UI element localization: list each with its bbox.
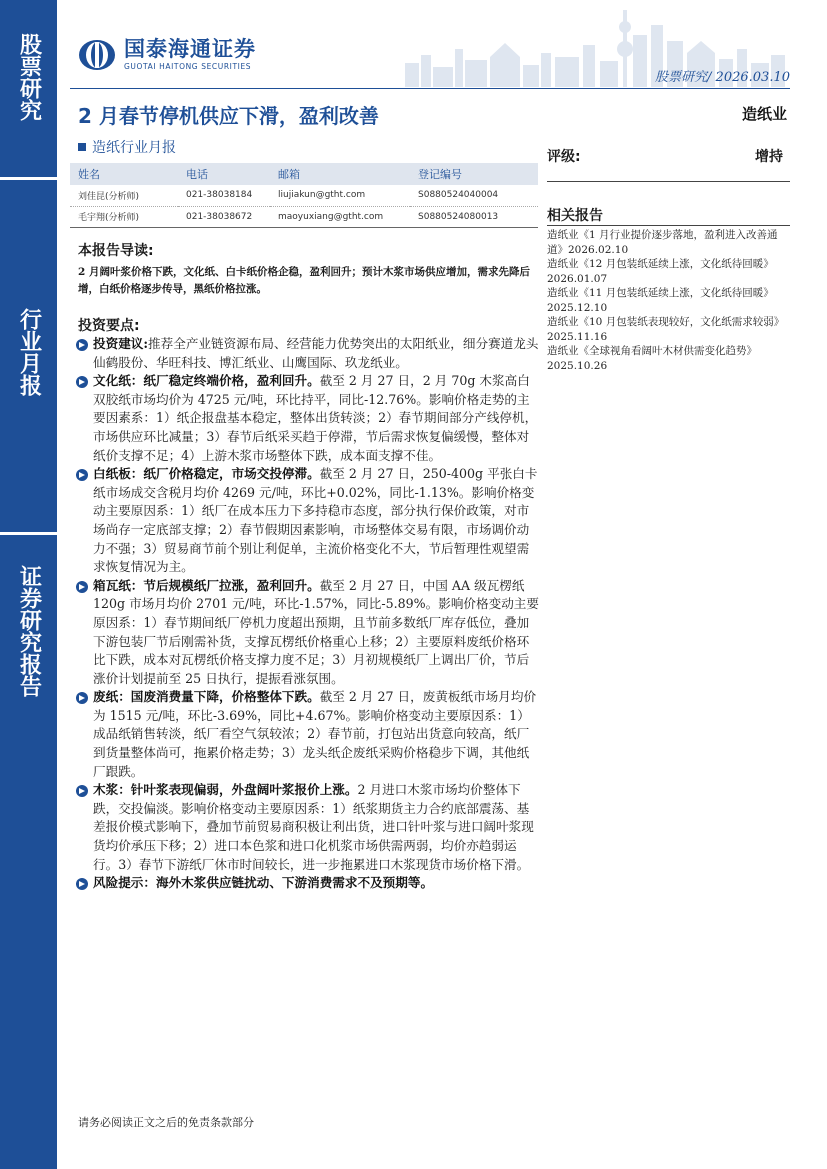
investment-point xyxy=(75,335,540,372)
play-bullet-icon xyxy=(76,469,88,481)
logo-text-en: GUOTAI HAITONG SECURITIES xyxy=(124,62,252,71)
analyst-reg-no: S0880524040004 xyxy=(410,185,538,206)
point-head: 废纸：国废消费量下降，价格整体下跌。 xyxy=(93,689,320,705)
report-title: 2 月春节停机供应下滑，盈利改善 xyxy=(78,104,379,128)
point-body: 截至 2 月 27 日，2 月 70g 木浆高白双胶纸市场均价为 4725 元/吨，环比持平，同比-12.76%。影响价格走势的主要因素系：1）纸企报盘基本稳定，整体出货转淡；2）春节期间部分产线停机，市场供应环比减量；3）春节后纸采买趋于停滞，节后需求恢复偏缓慢，整体对纸价支撑不足；4）上游木浆市场整体下跌，成本面支撑不佳。 xyxy=(93,373,538,463)
related-report-link[interactable]: 造纸业《全球视角看阔叶木材供需变化趋势》2025.10.26 xyxy=(547,345,757,372)
related-report-link[interactable]: 造纸业《1 月行业提价逐步落地，盈利进入改善通道》2026.02.10 xyxy=(547,229,778,256)
sidebar-label: 证券研究报告 xyxy=(16,565,42,697)
header-divider xyxy=(70,88,790,89)
play-bullet-icon xyxy=(76,581,88,593)
analyst-name: 刘佳昆(分析师) xyxy=(70,185,178,206)
point-head: 箱瓦纸：节后规模纸厂拉涨，盈利回升。 xyxy=(93,577,320,593)
investment-point xyxy=(75,577,540,689)
point-body: 截至 2 月 27 日，250-400g 平张白卡纸市场成交含税月均价 4269 元/吨，环比+0.02%，同比-1.13%。影响价格变动主要原因系：1）纸厂在成本压力下多持稳市态度，部分执行保价政策，对市场尚存一定底部支撑；2）春节假期因素影响，市场整体交易有限，市场调价动力不强；3）贸易商节前个别让利促单，主流价格变化不大，节后暂理性观望需求恢复情况为主。 xyxy=(93,466,538,575)
table-row xyxy=(70,185,538,206)
header-phone: 电话 xyxy=(178,163,270,185)
logo-text-cn: 国泰海通证券 xyxy=(124,37,256,61)
play-bullet-icon xyxy=(76,692,88,704)
investment-point xyxy=(75,781,540,874)
square-bullet-icon xyxy=(78,143,86,151)
sidebar-label: 股票研究 xyxy=(16,33,42,121)
summary-text: 2 月阔叶浆价格下跌，文化纸、白卡纸价格企稳，盈利回升；预计木浆市场供应增加，需求先降后增，白纸价格逐步传导，黑纸价格拉涨。 xyxy=(78,266,530,295)
subtitle-text: 造纸行业月报 xyxy=(92,140,176,156)
investment-point xyxy=(75,688,540,781)
company-logo xyxy=(78,38,256,71)
point-body: 截至 2 月 27 日，中国 AA 级瓦楞纸 120g 市场月均价 2701 元/吨，环比-1.57%，同比-5.89%。影响价格变动主要原因系：1）春节期间纸厂停机力度超出预期，且节前多数纸厂库存低位，叠加下游包装厂节后刚需补货，支撑瓦楞纸价格重心上移；2）主要原料废纸价格环比下跌，成本对瓦楞纸价格支撑力度不足；3）月初规模纸厂上调出厂价，节后涨价计划提前至 25 日执行，提振看涨氛围。 xyxy=(93,577,539,686)
related-reports-title: 相关报告 xyxy=(547,208,603,224)
rating-divider xyxy=(547,181,790,182)
header-email: 邮箱 xyxy=(270,163,410,185)
analyst-email[interactable]: liujiakun@gtht.com xyxy=(270,185,410,206)
disclaimer-footer: 请务必阅读正文之后的免责条款部分 xyxy=(78,1116,254,1129)
header-reg-no: 登记编号 xyxy=(410,163,538,185)
analyst-name: 毛宇翔(分析师) xyxy=(70,206,178,227)
point-body: 2 月进口木浆市场均价整体下跌，交投偏淡。影响价格变动主要原因系：1）纸浆期货主力合约底部震荡、基差报价模式影响下，叠加节前贸易商积极让利出货，进口针叶浆与进口阔叶浆现货均价承压下移；2）进口本色浆和进口化机浆市场供需两弱，均价亦趋弱运行。3）春节下游纸厂休市时间较长，进一步拖累进口木浆现货市场价格下滑。 xyxy=(93,782,534,872)
sidebar-section-stock-research xyxy=(0,0,57,177)
related-report-link[interactable]: 造纸业《10 月包装纸表现较好，文化纸需求较弱》2025.11.16 xyxy=(547,316,785,343)
play-bullet-icon xyxy=(76,785,88,797)
investment-point xyxy=(75,465,540,577)
summary-title: 本报告导读: xyxy=(78,243,154,259)
related-divider xyxy=(547,225,790,226)
report-subtitle xyxy=(78,137,176,157)
point-body: 推荐全产业链资源布局、经营能力优势突出的太阳纸业，细分赛道龙头仙鹤股份、华旺科技、博汇纸业、山鹰国际、玖龙纸业。 xyxy=(93,336,539,370)
point-head: 投资建议: xyxy=(93,336,149,351)
point-body: 截至 2 月 27 日，废黄板纸市场月均价为 1515 元/吨，环比-3.69%，同比+4.67%。影响价格变动主要原因系：1）成品纸销售转淡，纸厂看空气氛较浓；2）春节前，打包站出货意向较高，纸厂到货量整体尚可，拖累价格走势；3）龙头纸企废纸采购价格稳步下调，其他纸厂跟跌。 xyxy=(93,689,537,779)
logo-mark-icon xyxy=(78,39,116,71)
industry-label: 造纸业 xyxy=(741,105,787,123)
related-report-link[interactable]: 造纸业《12 月包装纸延续上涨，文化纸待回暖》2026.01.07 xyxy=(547,258,774,285)
point-head: 木浆：针叶浆表现偏弱，外盘阔叶浆报价上涨。 xyxy=(93,782,358,798)
investment-point xyxy=(75,874,540,893)
related-report-link[interactable]: 造纸业《11 月包装纸延续上涨，文化纸待回暖》2025.12.10 xyxy=(547,287,774,314)
sidebar-label: 行业月报 xyxy=(16,308,42,396)
analyst-email[interactable]: maoyuxiang@gtht.com xyxy=(270,206,410,227)
play-bullet-icon xyxy=(76,339,88,351)
investment-point xyxy=(75,372,540,465)
table-row xyxy=(70,206,538,227)
sidebar-section-securities-report xyxy=(0,535,57,1169)
analyst-table-header xyxy=(70,163,538,185)
point-head: 白纸板：纸厂价格稳定，市场交投停滞。 xyxy=(93,466,320,482)
rating-value: 增持 xyxy=(755,149,783,165)
rating-label: 评级: xyxy=(547,149,581,165)
doc-type-date: 股票研究/ 2026.03.10 xyxy=(655,70,790,85)
investment-points xyxy=(75,335,540,893)
analyst-reg-no: S0880524080013 xyxy=(410,206,538,227)
point-head: 文化纸：纸厂稳定终端价格，盈利回升。 xyxy=(93,373,320,389)
sidebar-section-industry-monthly xyxy=(0,180,57,532)
related-reports-list xyxy=(547,228,790,373)
analyst-phone: 021-38038184 xyxy=(178,185,270,206)
analyst-table xyxy=(70,163,538,228)
play-bullet-icon xyxy=(76,878,88,890)
analyst-phone: 021-38038672 xyxy=(178,206,270,227)
investment-title: 投资要点: xyxy=(78,318,140,334)
header-name: 姓名 xyxy=(70,163,178,185)
play-bullet-icon xyxy=(76,376,88,388)
point-head: 风险提示：海外木浆供应链扰动、下游消费需求不及预期等。 xyxy=(93,875,434,891)
